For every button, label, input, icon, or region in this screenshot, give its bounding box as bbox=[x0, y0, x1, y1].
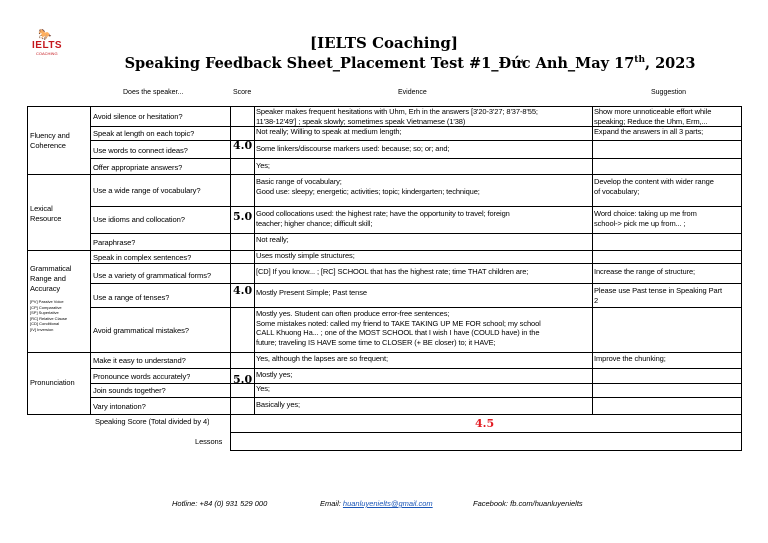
logo-brand: IELTS bbox=[32, 40, 63, 51]
footer-email: Email: huanluyenielts@gmail.com bbox=[320, 499, 433, 508]
evidence: Yes, although the lapses are so frequent; bbox=[256, 354, 388, 363]
suggestion: Expand the answers in all 3 parts; bbox=[594, 127, 704, 136]
header-evidence: Evidence bbox=[398, 89, 427, 96]
criterion: Use idioms and collocation? bbox=[93, 215, 185, 224]
criterion: Use words to connect ideas? bbox=[93, 146, 188, 155]
criterion: Speak in complex sentences? bbox=[93, 253, 192, 262]
suggestion: Word choice: taking up me from school-> pick me up from... ; bbox=[594, 209, 697, 228]
suggestion: Show more unnoticeable effort while speaking; Reduce the Uhm, Erm,... bbox=[594, 107, 712, 126]
header-speaker: Does the speaker... bbox=[123, 89, 184, 96]
evidence: Good collocations used: the highest rate; have the opportunity to travel; foreign teacher; higher chance; difficult skill; bbox=[256, 209, 510, 228]
criterion: Pronounce words accurately? bbox=[93, 372, 191, 381]
criterion: Speak at length on each topic? bbox=[93, 129, 195, 138]
page-subtitle: Speaking Feedback Sheet_Placement Test #1_Đức Anh_May 17th, 2023 bbox=[124, 55, 696, 72]
logo-sub: COACHING bbox=[36, 51, 58, 56]
suggestion: Improve the chunking; bbox=[594, 354, 666, 363]
grammar-legend: [PV] Passive Voice [CP] Comparative [SP] Superlative [RC] Relative Clause [CD] Conditional [IV] Inversion bbox=[30, 299, 68, 332]
criterion: Use a range of tenses? bbox=[93, 293, 170, 302]
category-fluency: Fluency and Coherence bbox=[30, 131, 70, 150]
category-pronunciation: Pronunciation bbox=[30, 378, 75, 387]
suggestion: Please use Past tense in Speaking Part 2 bbox=[594, 286, 722, 305]
evidence: [CD] If you know... ; [RC] SCHOOL that has the highest rate; time THAT children are; bbox=[256, 267, 529, 276]
criterion: Paraphrase? bbox=[93, 238, 136, 247]
score-pronunciation: 5.0 bbox=[233, 373, 253, 386]
category-grammar: Grammatical Range and Accuracy bbox=[30, 264, 72, 293]
evidence: Yes; bbox=[256, 384, 270, 393]
score-lexical: 5.0 bbox=[233, 210, 253, 223]
evidence: Mostly yes; bbox=[256, 370, 293, 379]
evidence: Some linkers/discourse markers used: because; so; or; and; bbox=[256, 144, 450, 153]
evidence: Mostly Present Simple; Past tense bbox=[256, 288, 367, 297]
evidence: Mostly yes. Student can often produce error-free sentences; Some mistakes noted: called my friend to TAKE TAKING UP ME FOR school; my school CALL Khuong Ha... ; one of the MOST SCHOOL that I wish I have (COULD have) in the future; traveling IS HAVE some time to CLOSER (+ BE closer) to; it HAVE; bbox=[256, 309, 541, 347]
criterion: Use a variety of grammatical forms? bbox=[93, 271, 212, 280]
evidence: Not really; Willing to speak at medium length; bbox=[256, 127, 402, 136]
footer-hotline: Hotline: +84 (0) 931 529 000 bbox=[172, 499, 268, 508]
suggestion: Develop the content with wider range of vocabulary; bbox=[594, 177, 714, 196]
header-suggestion: Suggestion bbox=[651, 89, 687, 96]
score-fluency: 4.0 bbox=[233, 139, 253, 152]
category-lexical: Lexical Resource bbox=[30, 204, 62, 223]
page-title: [IELTS Coaching] bbox=[310, 34, 458, 52]
criterion: Avoid grammatical mistakes? bbox=[93, 326, 189, 335]
evidence: Uses mostly simple structures; bbox=[256, 251, 355, 260]
evidence: Speaker makes frequent hesitations with Uhm, Erh in the answers [3'20-3'27; 8'37-8'55; 11'38-12'49'] ; speak slowly; sometimes speak Vietnamese (1'38) bbox=[256, 107, 538, 126]
evidence: Yes; bbox=[256, 161, 270, 170]
evidence: Not really; bbox=[256, 235, 289, 244]
horse-icon: 🐎 bbox=[38, 29, 52, 41]
lessons-label: Lessons bbox=[195, 437, 223, 446]
evidence: Basic range of vocabulary; Good use: sleepy; energetic; activities; topic; kindergarten; technique; bbox=[256, 177, 480, 196]
criterion: Vary intonation? bbox=[93, 402, 146, 411]
footer-facebook: Facebook: fb.com/huanluyenielts bbox=[473, 499, 583, 508]
criterion: Avoid silence or hesitation? bbox=[93, 112, 183, 121]
criterion: Make it easy to understand? bbox=[93, 356, 186, 365]
evidence: Basically yes; bbox=[256, 400, 301, 409]
criterion: Join sounds together? bbox=[93, 386, 166, 395]
speaking-score-label: Speaking Score (Total divided by 4) bbox=[95, 417, 210, 426]
header-score: Score bbox=[233, 89, 252, 96]
criterion: Use a wide range of vocabulary? bbox=[93, 186, 201, 195]
criterion: Offer appropriate answers? bbox=[93, 163, 183, 172]
score-grammar: 4.0 bbox=[233, 284, 253, 297]
speaking-score-total: 4.5 bbox=[475, 417, 495, 430]
suggestion: Increase the range of structure; bbox=[594, 267, 696, 276]
email-link[interactable]: huanluyenielts@gmail.com bbox=[342, 499, 433, 508]
